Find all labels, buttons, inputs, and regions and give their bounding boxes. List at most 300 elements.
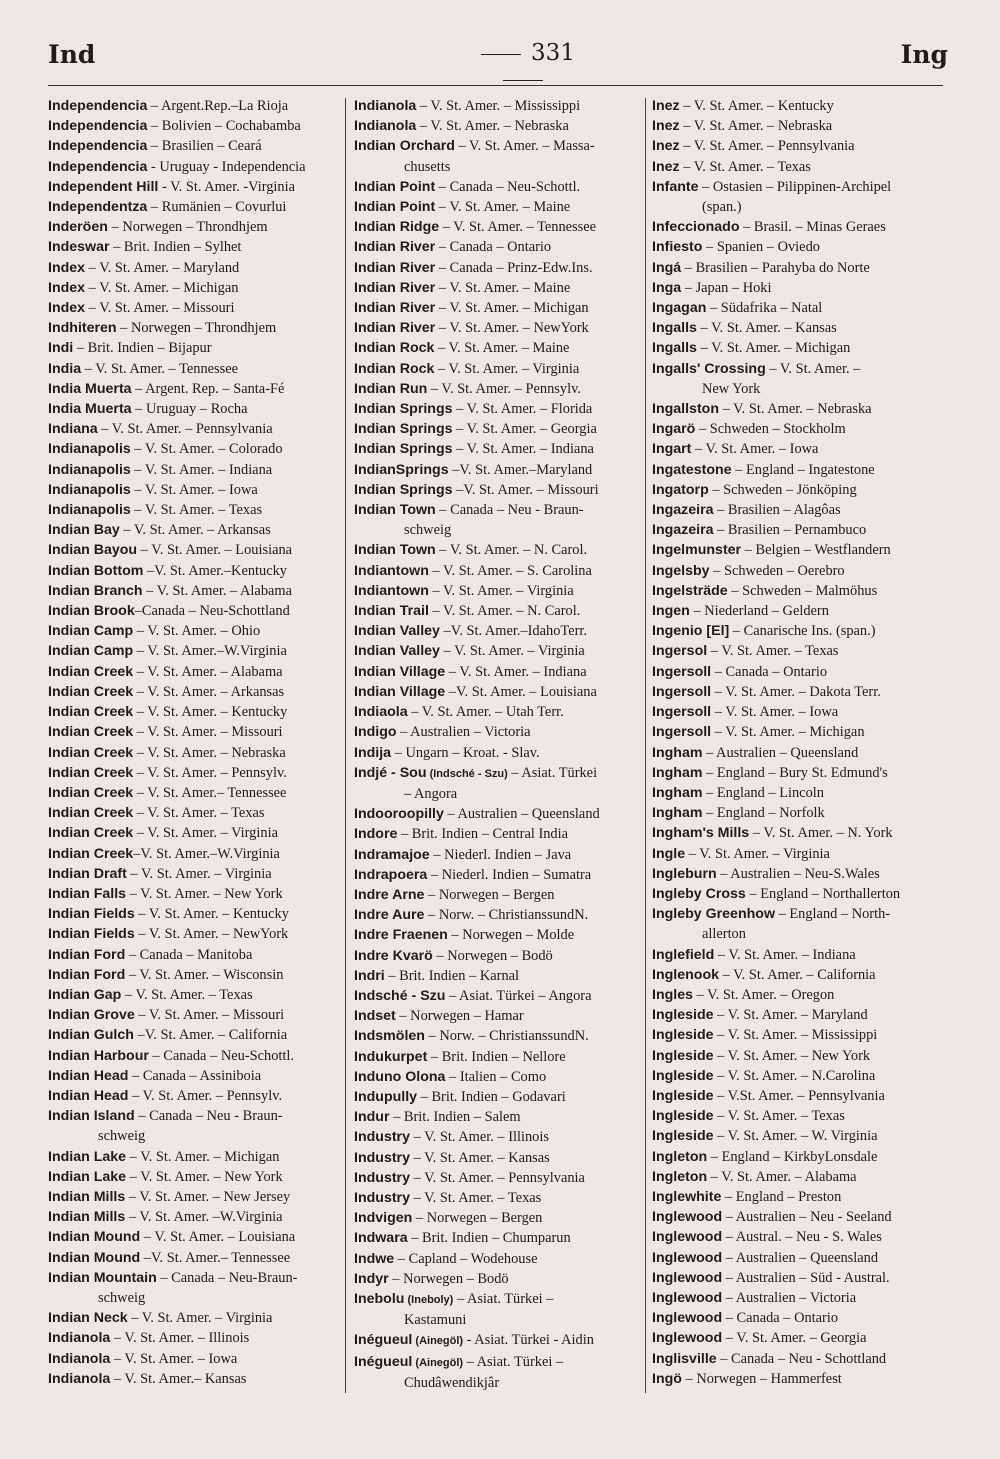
entry-headword: Indur — [354, 1109, 390, 1126]
entry-location: – V. St. Amer. – Mississippi — [416, 98, 581, 114]
column-1 — [48, 96, 338, 1389]
entry-location: – Argent.Rep.–La Rioja — [147, 98, 289, 114]
entry-location: – Australien – Victoria — [396, 724, 531, 741]
entry-headword: Infeccionado — [652, 219, 740, 236]
entry-headword: Independencia — [48, 98, 148, 114]
entry-location: – Canada – Neu - Schottland — [716, 1350, 887, 1367]
entry-location: – V. St. Amer. – Michigan — [85, 279, 239, 296]
entry-location: – V. St. Amer. – N.Carolina — [713, 1067, 876, 1084]
gazetteer-entry — [48, 136, 338, 156]
gazetteer-entry — [652, 278, 944, 298]
entry-location: – V. St. Amer. – Kentucky — [679, 98, 834, 114]
gazetteer-entry — [48, 985, 338, 1005]
entry-location: – Canada – Neu - Braun- — [435, 502, 584, 519]
entry-location: – V. St. Amer.– Tennessee — [133, 784, 287, 801]
gazetteer-entry — [48, 116, 338, 136]
entry-location: – Brasilien – Pernambuco — [713, 522, 867, 539]
entry-location: – V. St. Amer. – Michigan — [435, 300, 589, 317]
entry-headword: Indvigen — [354, 1210, 413, 1227]
entry-headword: Indianapolis — [48, 461, 131, 478]
entry-location: – V. St. Amer. – Nebraska — [719, 401, 872, 418]
gazetteer-entry — [652, 864, 944, 884]
entry-location: – V. St. Amer. – Arkansas — [133, 683, 285, 700]
entry-headword: Ingalls — [652, 320, 697, 337]
gazetteer-entry — [48, 763, 338, 783]
gazetteer-entry — [48, 439, 338, 459]
gazetteer-entry — [354, 1289, 640, 1330]
gazetteer-entry — [652, 1086, 944, 1106]
entry-headword: Ingham's Mills — [652, 825, 750, 842]
entry-location: – V. St. Amer. – New York — [126, 1168, 283, 1185]
entry-headword: Indyr — [354, 1270, 389, 1287]
entry-headword: Indian Ridge — [354, 219, 440, 236]
entry-headword: Indian Valley — [354, 643, 440, 660]
entry-location: - Uruguay - Independencia — [147, 158, 306, 175]
gazetteer-entry — [652, 460, 944, 480]
gazetteer-entry — [652, 1288, 944, 1308]
entry-headword: Indian Grove — [48, 1007, 135, 1024]
entry-headword: Indramajoe — [354, 846, 430, 863]
gazetteer-entry — [652, 1207, 944, 1227]
gazetteer-entry — [354, 480, 640, 500]
entry-location: – V. St. Amer. – Virginia — [434, 360, 580, 377]
entry-continuation: Kastamuni — [404, 1312, 467, 1329]
entry-location: – V. St. Amer. – Illinois — [110, 1330, 250, 1347]
entry-headword: Inez — [652, 138, 680, 155]
entry-headword: Indian Neck — [48, 1310, 128, 1327]
entry-headword: Indiantown — [354, 582, 429, 599]
entry-location: – Norwegen – Bodö — [432, 947, 553, 964]
entry-headword: Ingham — [652, 805, 703, 822]
gazetteer-entry — [652, 1025, 944, 1045]
entry-headword: Indian Mountain — [48, 1269, 157, 1286]
entry-location: – V. St. Amer. – Maine — [435, 279, 571, 296]
entry-headword: Indian Bottom — [48, 562, 144, 579]
entry-location: – Norwegen – Hammerfest — [681, 1370, 842, 1387]
entry-headword: Indre Aure — [354, 907, 425, 924]
gazetteer-entry — [48, 844, 338, 864]
entry-location: – Japan – Hoki — [681, 279, 772, 296]
gazetteer-entry — [354, 966, 640, 986]
entry-location: – V. St. Amer. – Georgia — [452, 421, 597, 438]
entry-headword: Ingleside — [652, 1108, 714, 1125]
entry-location: –V. St. Amer. – Missouri — [452, 481, 599, 498]
entry-location: – Südafrika – Natal — [706, 300, 823, 317]
entry-location: – Capland – Wodehouse — [394, 1250, 538, 1267]
entry-headword: Indian Creek — [48, 744, 134, 761]
entry-location: – V. St. Amer. – Missouri — [85, 300, 235, 317]
entry-location: – V. St. Amer. – Iowa — [691, 441, 819, 458]
gazetteer-entry — [354, 258, 640, 278]
gazetteer-entry — [48, 783, 338, 803]
entry-headword: Inglisville — [652, 1350, 717, 1367]
entry-location: – V. St. Amer. – Virginia — [133, 825, 278, 842]
entry-location: – England – Northallerton — [745, 885, 901, 902]
entry-location: –V. St. Amer. – Louisiana — [445, 683, 597, 700]
entry-headword: Indiana — [48, 421, 98, 438]
entry-headword: Indiaola — [354, 704, 408, 721]
entry-headword: Indianola — [48, 1330, 111, 1347]
entry-location: – V. St. Amer. – Iowa — [110, 1350, 238, 1367]
entry-location: - Asiat. Türkei - Aidin — [463, 1332, 594, 1349]
gazetteer-entry — [48, 1207, 338, 1227]
entry-headword: Indigo — [354, 724, 397, 741]
entry-headword: Ingersoll — [652, 663, 712, 680]
gazetteer-entry — [48, 379, 338, 399]
gazetteer-entry — [48, 298, 338, 318]
entry-headword: Inga — [652, 279, 682, 296]
entry-headword: India Muerta — [48, 401, 132, 418]
entry-headword: Indre Arne — [354, 886, 425, 903]
entry-location: – V. St. Amer. – Nebraska — [679, 118, 833, 135]
entry-headword: Indian Creek — [48, 683, 134, 700]
entry-headword: Index — [48, 259, 86, 276]
entry-location: – V. St. Amer. – Virginia — [685, 845, 830, 862]
gazetteer-entry — [354, 1330, 640, 1351]
entry-location: – Norwegen – Throndhjem — [107, 219, 268, 236]
entry-headword: Ingen — [652, 603, 690, 620]
gazetteer-entry — [354, 1087, 640, 1107]
gazetteer-entry — [652, 823, 944, 843]
entry-location: – V. St. Amer. – California — [719, 966, 876, 983]
entry-alt-spelling: (Indsché - Szu) — [426, 767, 508, 780]
entry-location: – V. St. Amer. – Louisiana — [137, 542, 293, 559]
entry-location: – V. St. Amer. – S. Carolina — [428, 562, 592, 579]
entry-headword: Indwe — [354, 1250, 395, 1267]
entry-headword: Ingelsträde — [652, 582, 728, 599]
entry-location: – Ostasien – Pilippinen-Archipel — [698, 178, 892, 195]
gazetteer-entry — [48, 157, 338, 177]
gazetteer-entry — [48, 823, 338, 843]
entry-headword: Inégueul — [354, 1353, 413, 1370]
entry-location: – V. St. Amer. – Kansas — [409, 1149, 550, 1166]
entry-alt-spelling: (Ineboly) — [404, 1293, 454, 1306]
entry-headword: Indian Mills — [48, 1188, 126, 1205]
gazetteer-entry — [652, 520, 944, 540]
gazetteer-entry — [48, 338, 338, 358]
gazetteer-entry — [354, 804, 640, 824]
entry-headword: Indian Fields — [48, 906, 135, 923]
gazetteer-entry — [652, 904, 944, 944]
entry-headword: Indian Orchard — [354, 138, 455, 155]
entry-headword: Indian Point — [354, 178, 436, 195]
gazetteer-entry — [48, 965, 338, 985]
entry-location: – V. St. Amer. – Texas — [130, 502, 263, 519]
entry-location: – Norwegen – Hamar — [395, 1008, 524, 1025]
entry-location: – Bolivien – Cochabamba — [147, 118, 301, 135]
entry-location: –V. St. Amer.–W.Virginia — [133, 845, 280, 862]
entry-headword: Indre Fraenen — [354, 927, 448, 944]
entry-headword: Inebolu — [354, 1290, 405, 1307]
entry-headword: Ingazeira — [652, 502, 714, 519]
gazetteer-entry — [354, 1352, 640, 1393]
entry-headword: Induno Olona — [354, 1068, 446, 1085]
gazetteer-entry — [48, 1167, 338, 1187]
entry-location: – Niederl. Indien – Java — [429, 846, 572, 863]
entry-location: – V. St. Amer. – Texas — [133, 805, 265, 822]
entry-headword: Indian Creek — [48, 764, 134, 781]
gazetteer-entry — [652, 1106, 944, 1126]
running-head-right: Ing — [900, 40, 948, 69]
entry-headword: Indian Town — [354, 542, 436, 559]
gazetteer-entry — [354, 96, 640, 116]
gazetteer-entry — [354, 318, 640, 338]
entry-headword: Indian Brook — [48, 603, 135, 620]
entry-headword: Indian Rock — [354, 340, 435, 357]
entry-headword: Indian Head — [48, 1087, 129, 1104]
entry-headword: Inglewood — [652, 1330, 723, 1347]
gazetteer-entry — [48, 1046, 338, 1066]
entry-headword: Indian Harbour — [48, 1047, 149, 1064]
entry-location: – England – Lincoln — [702, 784, 824, 801]
entry-location: – V. St. Amer. – Indiana — [452, 441, 594, 458]
column-divider-1 — [345, 98, 346, 1393]
entry-headword: Ingleton — [652, 1148, 708, 1165]
entry-headword: India — [48, 360, 82, 377]
entry-headword: Ingallston — [652, 401, 719, 418]
gazetteer-entry — [354, 359, 640, 379]
gazetteer-entry — [354, 379, 640, 399]
gazetteer-entry — [652, 621, 944, 641]
entry-location: – Canada – Neu - Braun- — [134, 1108, 283, 1125]
entry-headword: Indianola — [48, 1370, 111, 1387]
entry-location: – V. St. Amer. – Pennsylv. — [128, 1087, 283, 1104]
gazetteer-entry — [354, 722, 640, 742]
entry-location: –V. St. Amer. – California — [133, 1027, 288, 1044]
gazetteer-entry — [652, 1328, 944, 1348]
entry-headword: Ingersoll — [652, 683, 712, 700]
entry-headword: Ingalls' Crossing — [652, 360, 766, 377]
entry-headword: Industry — [354, 1129, 410, 1146]
entry-continuation: – Angora — [404, 785, 458, 802]
entry-headword: Ingleside — [652, 1007, 714, 1024]
entry-location: - V. St. Amer. -Virginia — [158, 178, 296, 195]
gazetteer-entry — [354, 865, 640, 885]
gazetteer-entry — [354, 278, 640, 298]
gazetteer-entry — [652, 1005, 944, 1025]
gazetteer-entry — [48, 318, 338, 338]
entry-headword: Indian Town — [354, 502, 436, 519]
entry-location: – Brit. Indien – Salem — [389, 1109, 521, 1126]
gazetteer-entry — [354, 1047, 640, 1067]
gazetteer-entry — [652, 1187, 944, 1207]
gazetteer-entry — [652, 743, 944, 763]
entry-location: – V. St. Amer. – Virginia — [428, 582, 574, 599]
entry-location: – V. St. Amer. – Texas — [713, 1108, 845, 1125]
gazetteer-entry — [652, 662, 944, 682]
entry-headword: Indija — [354, 744, 392, 761]
entry-location: – Norwegen – Molde — [447, 927, 575, 944]
entry-headword: Ingersoll — [652, 724, 712, 741]
gazetteer-entry — [354, 682, 640, 702]
entry-headword: Indian River — [354, 279, 436, 296]
gazetteer-entry — [354, 581, 640, 601]
entry-headword: Indian Creek — [48, 784, 134, 801]
entry-location: – V. St. Amer. – New York — [713, 1047, 871, 1064]
entry-headword: Ingenio [El] — [652, 623, 730, 640]
entry-location: – V. St. Amer. – N. York — [749, 825, 893, 842]
entry-location: – Canada – Assiniboia — [128, 1067, 262, 1084]
gazetteer-entry — [354, 177, 640, 197]
entry-headword: Indhiteren — [48, 320, 117, 337]
page-number: 331 — [531, 40, 575, 66]
gazetteer-entry — [48, 96, 338, 116]
gazetteer-entry — [354, 136, 640, 176]
entry-headword: Inglewood — [652, 1269, 723, 1286]
entry-location: – Asiat. Türkei – Angora — [445, 987, 592, 1004]
entry-headword: Indian Mills — [48, 1209, 126, 1226]
gazetteer-entry — [652, 157, 944, 177]
entry-location: – V. St. Amer. –W.Virginia — [125, 1209, 283, 1226]
entry-headword: Indjé - Sou — [354, 764, 427, 781]
entry-location: – Schweden – Stockholm — [695, 421, 846, 438]
gazetteer-entry — [652, 1349, 944, 1369]
gazetteer-entry — [48, 702, 338, 722]
entry-headword: Indianola — [48, 1350, 111, 1367]
entry-location: – V. St. Amer. – Alabama — [133, 663, 283, 680]
gazetteer-entry — [48, 258, 338, 278]
entry-location: – Brasil. – Minas Geraes — [739, 219, 886, 236]
gazetteer-entry — [48, 237, 338, 257]
gazetteer-entry — [48, 561, 338, 581]
gazetteer-entry — [48, 743, 338, 763]
entry-headword: Industry — [354, 1169, 410, 1186]
gazetteer-entry — [652, 480, 944, 500]
entry-location: – V. St. Amer. – Wisconsin — [125, 966, 284, 983]
entry-headword: Ingatorp — [652, 481, 709, 498]
entry-continuation: schweig — [98, 1128, 146, 1145]
entry-location: – V. St. Amer. – — [765, 360, 861, 377]
entry-location: – V. St. Amer. – Tennessee — [439, 219, 597, 236]
entry-location: – V. St. Amer. – W. Virginia — [713, 1128, 878, 1145]
entry-headword: Independentza — [48, 199, 148, 216]
entry-location: – Schweden – Malmöhus — [727, 582, 878, 599]
entry-location: – Ungarn – Kroat. - Slav. — [391, 744, 540, 761]
entry-location: – Brit. Indien – Karnal — [384, 967, 520, 984]
gazetteer-entry — [652, 116, 944, 136]
entry-location: – Argent. Rep. – Santa-Fé — [131, 380, 285, 397]
entry-location: – V. St. Amer. – Nebraska — [416, 118, 569, 135]
entry-continuation: schweig — [404, 522, 452, 539]
entry-location: – V. St. Amer. – Virginia — [439, 643, 585, 660]
entry-location: – England – Preston — [721, 1188, 842, 1205]
entry-headword: Inglefield — [652, 946, 715, 963]
entry-location: – V. St. Amer. – Dakota Terr. — [711, 683, 881, 700]
entry-location: – Austral. – Neu - S. Wales — [722, 1229, 882, 1246]
entry-headword: Ingart — [652, 441, 692, 458]
gazetteer-entry — [652, 1046, 944, 1066]
entry-location: – Australien – Victoria — [722, 1289, 857, 1306]
entry-location: – V. St. Amer. – NewYork — [435, 320, 589, 337]
gazetteer-entry — [48, 540, 338, 560]
entry-headword: Ingleby Greenhow — [652, 906, 775, 923]
gazetteer-entry — [354, 1249, 640, 1269]
entry-headword: Ingham — [652, 764, 703, 781]
entry-headword: Indsché - Szu — [354, 987, 446, 1004]
gazetteer-entry — [48, 1349, 338, 1369]
entry-location: – Australien – Süd - Austral. — [722, 1269, 890, 1286]
entry-continuation: chusetts — [404, 158, 451, 175]
gazetteer-entry — [652, 1066, 944, 1086]
entry-headword: Infante — [652, 178, 699, 195]
gazetteer-entry — [354, 621, 640, 641]
gazetteer-entry — [354, 298, 640, 318]
gazetteer-entry — [652, 601, 944, 621]
entry-location: – Norw. – ChristianssundN. — [424, 1028, 589, 1045]
entry-location: – V. St. Amer. – Virginia — [126, 865, 272, 882]
entry-location: – V. St. Amer. – Indiana — [445, 663, 587, 680]
entry-headword: Indian Camp — [48, 643, 134, 660]
gazetteer-entry — [652, 763, 944, 783]
column-3 — [652, 96, 944, 1389]
entry-headword: Inglewood — [652, 1310, 723, 1327]
gazetteer-entry — [354, 1148, 640, 1168]
gazetteer-entry — [354, 500, 640, 540]
entry-headword: Indsmölen — [354, 1028, 425, 1045]
gazetteer-entry — [354, 1269, 640, 1289]
entry-location: – V. St. Amer. – Michigan — [126, 1148, 280, 1165]
gazetteer-entry — [48, 460, 338, 480]
gazetteer-entry — [354, 885, 640, 905]
gazetteer-entry — [652, 783, 944, 803]
entry-headword: Ingersol — [652, 643, 708, 660]
entry-headword: Indian River — [354, 300, 436, 317]
gazetteer-entry — [48, 1369, 338, 1389]
entry-headword: Indri — [354, 967, 385, 984]
entry-location: – Canada – Neu-Schottl. — [148, 1047, 294, 1064]
entry-location: – V. St. Amer.–W.Virginia — [133, 643, 287, 660]
entry-headword: Indian Lake — [48, 1148, 127, 1165]
entry-location: – V. St. Amer. – Virginia — [127, 1310, 273, 1327]
gazetteer-entry — [48, 682, 338, 702]
gazetteer-entry — [652, 581, 944, 601]
gazetteer-entry — [354, 1188, 640, 1208]
header-rule — [48, 85, 943, 86]
entry-headword: Indian Rock — [354, 360, 435, 377]
gazetteer-entry — [354, 338, 640, 358]
entry-location: – Asiat. Türkei – — [453, 1290, 554, 1307]
gazetteer-entry — [48, 621, 338, 641]
entry-headword: Inez — [652, 118, 680, 135]
entry-location: – V. St. Amer. – Indiana — [130, 461, 273, 478]
entry-location: – V. St. Amer. – Illinois — [409, 1129, 549, 1146]
gazetteer-entry — [48, 1248, 338, 1268]
gazetteer-entry — [354, 1228, 640, 1248]
gazetteer-entry — [652, 419, 944, 439]
gazetteer-entry — [652, 1369, 944, 1389]
entry-location: – V. St. Amer.– Kansas — [110, 1370, 247, 1387]
entry-location: – V. St. Amer. – Pennsylv. — [427, 380, 581, 397]
entry-location: – V. St. Amer. – Iowa — [130, 481, 258, 498]
gazetteer-entry — [48, 197, 338, 217]
entry-headword: Ingle — [652, 845, 686, 862]
gazetteer-entry — [48, 904, 338, 924]
entry-location: – V. St. Amer. – New Jersey — [125, 1188, 291, 1205]
entry-headword: Indooroopilly — [354, 806, 444, 823]
gazetteer-entry — [48, 1268, 338, 1308]
entry-location: – V. St. Amer. – Colorado — [130, 441, 283, 458]
entry-location: – V. St. Amer. – Missouri — [133, 724, 283, 741]
entry-continuation: New York — [702, 380, 761, 397]
gazetteer-entry — [48, 359, 338, 379]
entry-headword: Indian Falls — [48, 885, 127, 902]
entry-headword: Indian Village — [354, 663, 446, 680]
entry-location: – Australien – Neu-S.Wales — [716, 865, 880, 882]
entry-location: – V. St. Amer. – NewYork — [134, 926, 289, 943]
gazetteer-entry — [652, 136, 944, 156]
entry-headword: Independencia — [48, 138, 148, 155]
entry-headword: Indian Creek — [48, 724, 134, 741]
